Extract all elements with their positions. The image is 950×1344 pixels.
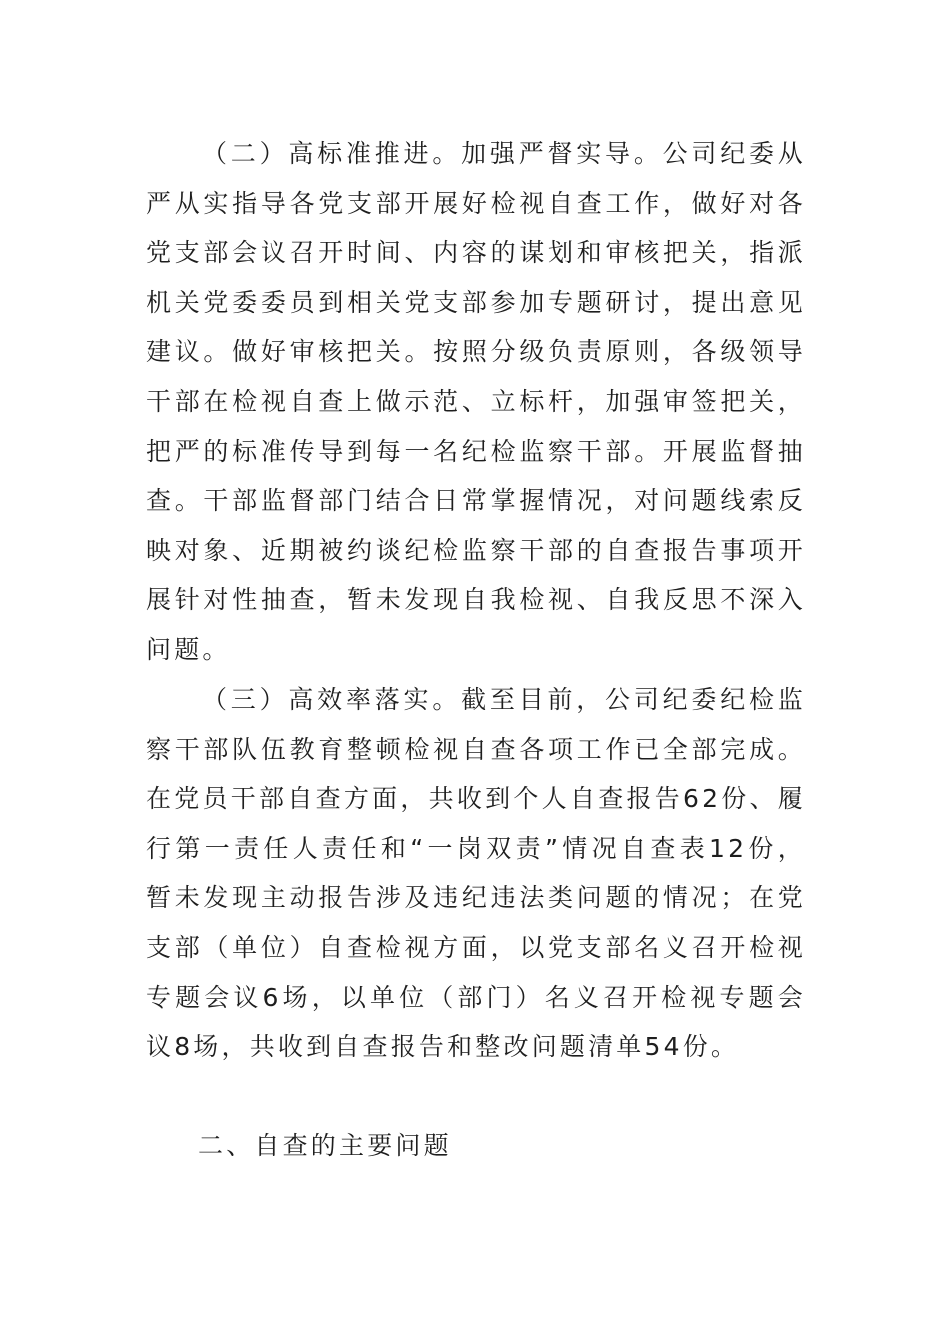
section-heading: 二、自查的主要问题 bbox=[198, 1131, 452, 1160]
paragraph-high-efficiency: （三）高效率落实。截至目前，公司纪委纪检监察干部队伍教育整顿检视自查各项工作已全部完成。在党员干部自查方面，共收到个人自查报告62份、履行第一责任人责任和“一岗双责”情况自查表12份，暂未发现主动报告涉及违纪违法类问题的情况；在党支部（单位）自查检视方面，以党支部名义召开检视专题会议6场，以单位（部门）名义召开检视专题会议8场，共收到自查报告和整改问题清单54份。 bbox=[146, 685, 806, 1062]
paragraph-high-standard: （二）高标准推进。加强严督实导。公司纪委从严从实指导各党支部开展好检视自查工作，做好对各党支部会议召开时间、内容的谋划和审核把关，指派机关党委委员到相关党支部参加专题研讨，提出意见建议。做好审核把关。按照分级负责原则，各级领导干部在检视自查上做示范、立标杆，加强审签把关，把严的标准传导到每一名纪检监察干部。开展监督抽查。干部监督部门结合日常掌握情况，对问题线索反映对象、近期被约谈纪检监察干部的自查报告事项开展针对性抽查，暂未发现自我检视、自我反思不深入问题。 bbox=[146, 139, 806, 664]
